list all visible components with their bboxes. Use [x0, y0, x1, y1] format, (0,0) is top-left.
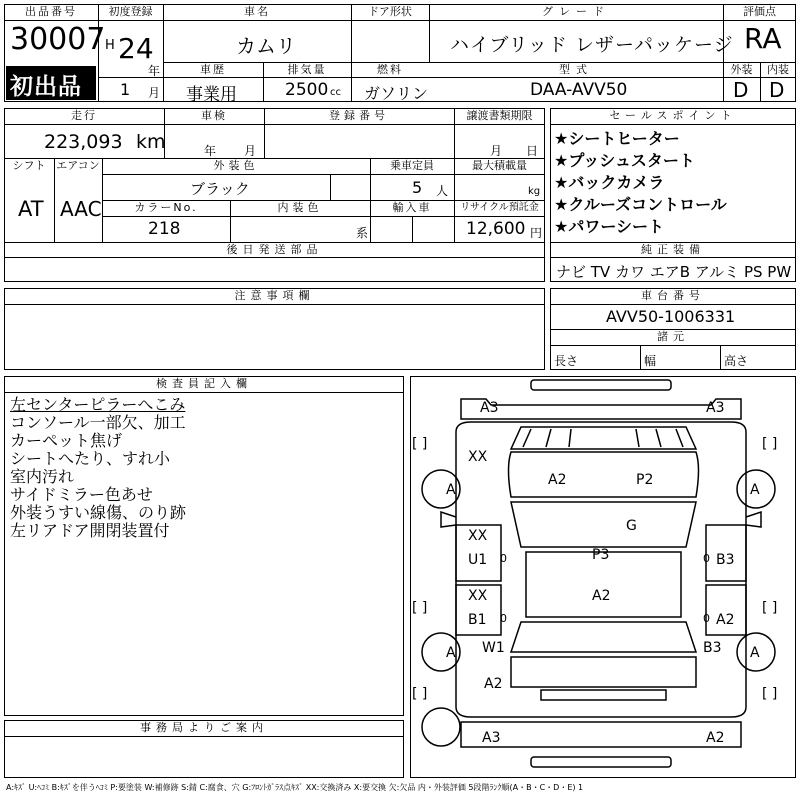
ext-score: D [733, 78, 749, 102]
later-parts-label: 後日発送部品 [226, 243, 323, 256]
mark-door-fr: B3 [716, 552, 735, 568]
sales-points-list [554, 128, 727, 238]
mark-rear-fender-left: W1 [482, 640, 505, 656]
chassis-number: AVV50-1006331 [606, 307, 736, 326]
mark-hood-center: A2 [548, 472, 567, 488]
bracket-left: [ ] [412, 436, 428, 452]
width-label: 幅 [644, 354, 657, 368]
mark-tire-fr: A [750, 482, 760, 498]
fuel: ガソリン [364, 84, 429, 103]
grade-label: グレード [542, 5, 610, 18]
damage-legend: A:ｷｽﾞ U:ﾍｺﾐ B:ｷｽﾞを伴うﾍｺﾐ P:要塗装 W:補修跡 S:錆 C:腐食、穴 G:ﾌﾛﾝﾄｶﾞﾗｽ点ｷｽﾞ XX:交換済み X:要交換 欠:欠品 内・外装評価 5段階ﾗﾝｸ順(A・B・C・D・E) 1 [6, 783, 584, 792]
equipment-list: ナビ TV カワ エアB アルミ PS PW [556, 263, 792, 281]
overall-score: RA [744, 22, 782, 55]
color-no-label: カラーNo. [134, 201, 198, 214]
history-label: 車歴 [200, 63, 226, 76]
chassis-label: 車台番号 [641, 289, 705, 302]
mark-roof: P3 [592, 547, 610, 563]
sales-points-label: セールスポイント [609, 109, 737, 122]
sales-point: ★クルーズコントロール [554, 195, 727, 214]
ext-color-label: 外装色 [213, 159, 259, 172]
mark-hood-right: P2 [636, 472, 654, 488]
first-reg-label: 初度登録 [108, 5, 153, 18]
displacement-label: 排気量 [287, 63, 327, 76]
insp-month-unit: 月 [244, 144, 257, 158]
int-score: D [769, 78, 785, 102]
int-color-label: 内装色 [277, 201, 323, 214]
windshield-outline [511, 502, 696, 547]
bracket-right-bottom: [ ] [762, 686, 778, 702]
transfer-day: 日 [526, 144, 539, 158]
dims-label: 諸元 [657, 330, 689, 343]
inspector-note: コンソール一部欠、加工 [10, 413, 186, 432]
car-name-label: 車名 [244, 5, 270, 18]
shift-label: シフト [12, 159, 46, 172]
damage-diagram [410, 376, 796, 778]
mark-rear-fender-right: B3 [703, 640, 722, 656]
model-code: DAA-AVV50 [530, 80, 628, 100]
inspector-note: 左センターピラーへこみ [10, 395, 186, 414]
bracket-right: [ ] [762, 436, 778, 452]
inspector-note: サイドミラー色あせ [10, 485, 153, 504]
mark-tire-rr: A [750, 645, 760, 661]
bracket-left-rear: [ ] [412, 600, 428, 616]
mileage: 223,093 [44, 131, 123, 153]
front-grille-outline [531, 380, 671, 390]
insp-year-unit: 年 [204, 144, 217, 158]
lot-label: 出品番号 [25, 5, 77, 18]
int-color-unit: 系 [356, 226, 369, 240]
load-label: 最大積載量 [472, 159, 527, 172]
rear-window-outline [511, 622, 696, 652]
score-label: 評価点 [743, 5, 776, 18]
mark-door-rl-2: B1 [468, 612, 487, 628]
mark-door-fl-1: XX [468, 528, 488, 544]
mark-rear-left: A3 [482, 730, 501, 746]
rear-lower-outline [531, 757, 671, 767]
capacity: 5 [412, 178, 423, 197]
rear-bumper-outline [461, 722, 741, 747]
displacement: 2500 [285, 80, 329, 100]
trunk-outline [511, 657, 696, 687]
capacity-label: 乗車定員 [390, 159, 434, 172]
recycle-unit: 円 [530, 226, 543, 240]
height-label: 高さ [724, 354, 749, 368]
sales-point: ★プッシュスタート [554, 151, 695, 170]
bracket-right-rear: [ ] [762, 600, 778, 616]
grade: ハイブリッド レザーパッケージ [450, 34, 734, 56]
int-score-label: 内装 [767, 63, 789, 76]
year-unit: 年 [148, 64, 161, 78]
ext-color: ブラック [190, 180, 250, 198]
reg-year: 24 [118, 32, 154, 65]
shift: AT [18, 197, 44, 221]
history: 事業用 [186, 85, 237, 105]
office-label: 事務局よりご案内 [140, 721, 268, 734]
mark-door-fl-2: U1 [468, 552, 488, 568]
mark-door-fr-zero: 0 [703, 552, 710, 565]
month-unit: 月 [148, 86, 161, 100]
transfer-month: 月 [490, 144, 503, 158]
notes-label: 注意事項欄 [234, 289, 315, 302]
ac-label: エアコン [56, 159, 100, 172]
transfer-label: 譲渡書類期限 [466, 109, 533, 122]
inspector-note: 外装うすい線傷、のり跡 [10, 503, 187, 522]
bracket-left-bottom: [ ] [412, 686, 428, 702]
recycle-fee: 12,600 [466, 219, 526, 239]
mark-door-rl-zero: 0 [500, 612, 507, 625]
front-bumper-outline [461, 399, 741, 419]
mark-door-rr-zero: 0 [703, 612, 710, 625]
mark-door-rl-1: XX [468, 588, 488, 604]
mileage-unit: km [136, 131, 166, 153]
door-label: ドア形状 [368, 5, 412, 18]
mark-trunk-left: A2 [484, 676, 503, 692]
mark-door-rr: A2 [716, 612, 735, 628]
body-outline [456, 422, 746, 717]
mark-roof-rear: A2 [592, 588, 611, 604]
equipment-label: 純正装備 [641, 243, 705, 256]
mileage-label: 走行 [71, 109, 97, 122]
inspector-note: 左リアドア開閉装置付 [10, 521, 170, 540]
mark-tire-rl: A [446, 645, 456, 661]
ext-score-label: 外装 [730, 63, 753, 76]
air-conditioner: AAC [60, 197, 102, 221]
mark-hood-left: XX [468, 449, 488, 465]
mirror-right-outline [746, 512, 761, 527]
inspector-label: 検査員記入欄 [156, 377, 252, 390]
mark-front-left: A3 [480, 400, 499, 416]
reg-number-label: 登録番号 [329, 109, 389, 122]
car-name: カムリ [236, 34, 296, 58]
displacement-unit: cc [330, 87, 341, 98]
capacity-unit: 人 [436, 184, 449, 198]
era: H [105, 38, 115, 53]
model-label: 型式 [559, 63, 593, 76]
lot-number: 30007 [10, 22, 106, 57]
length-label: 長さ [554, 354, 579, 368]
inspector-note: カーペット焦げ [10, 431, 123, 450]
sales-point: ★シートヒーター [554, 129, 680, 148]
color-number: 218 [148, 219, 181, 239]
sales-point: ★バックカメラ [554, 173, 665, 192]
mark-door-fl-zero: 0 [500, 552, 507, 565]
first-listing-text: 初出品 [10, 74, 82, 100]
inspector-note: 室内汚れ [10, 467, 75, 486]
car-outline-svg [411, 377, 797, 779]
load-unit: kg [528, 186, 541, 197]
mark-rear-right: A2 [706, 730, 725, 746]
inspection-label: 車検 [201, 109, 227, 122]
inspector-note: シートへたり、すれ小 [10, 449, 171, 468]
plate-outline [541, 690, 666, 700]
mark-tire-fl: A [446, 482, 456, 498]
mirror-left-outline [441, 512, 456, 527]
mark-front-right: A3 [706, 400, 725, 416]
mark-windshield: G [626, 518, 637, 534]
fuel-label: 燃料 [377, 63, 403, 76]
inspector-notes [10, 396, 186, 540]
reg-month: 1 [120, 80, 131, 99]
sales-point: ★パワーシート [554, 217, 665, 236]
hood-outline [509, 452, 699, 497]
spare-tire-outline [422, 708, 460, 746]
front-vent-outline [511, 427, 696, 449]
import-label: 輸入車 [392, 201, 432, 214]
recycle-label: リサイクル預託金 [460, 202, 539, 213]
